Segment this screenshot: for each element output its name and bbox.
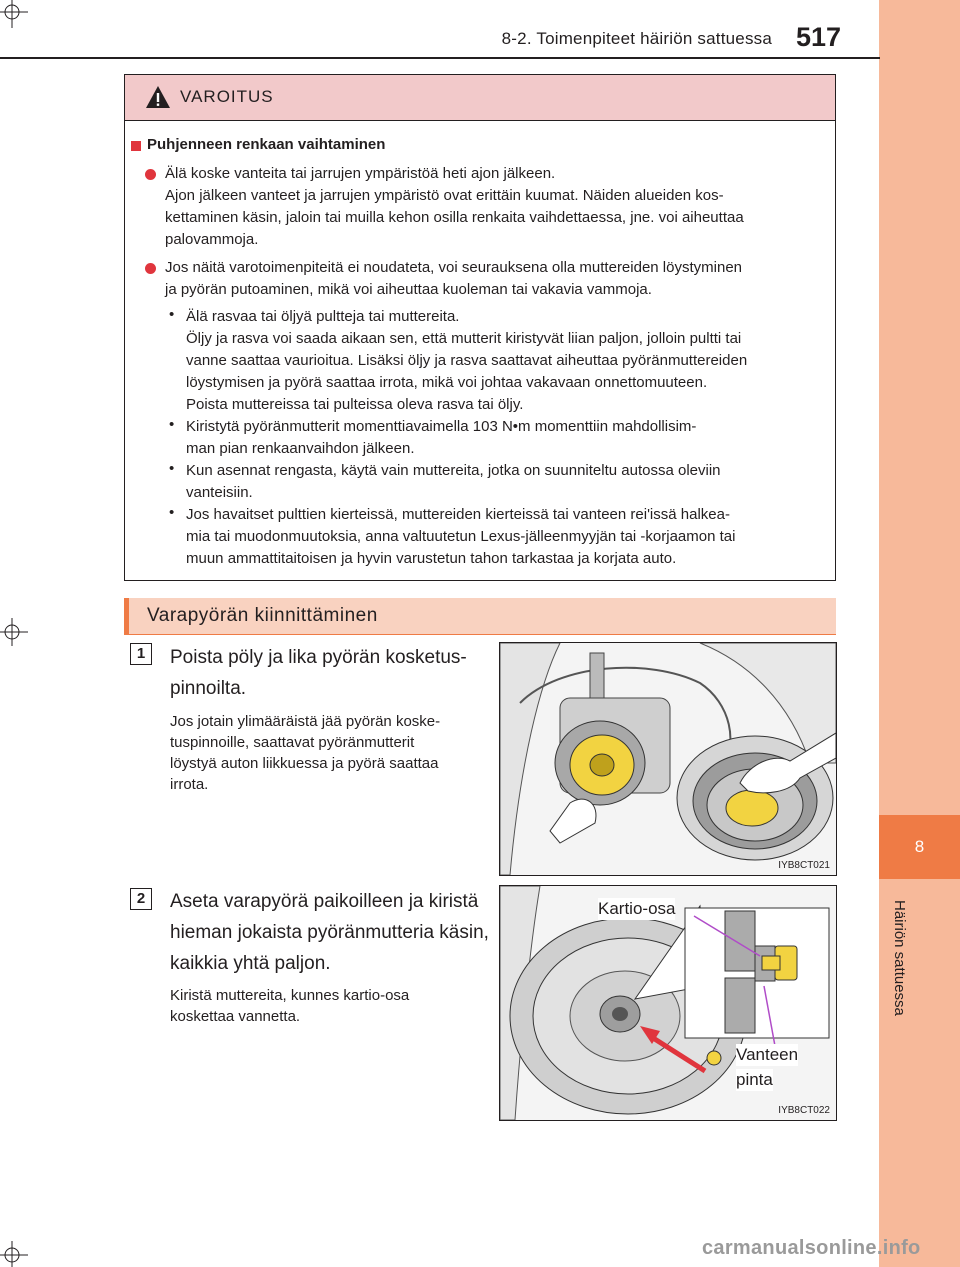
sub-bullet-marker: • <box>169 460 175 477</box>
page-number: 517 <box>796 22 842 52</box>
warning-bullet-1-line-2: Ajon jälkeen vanteet ja jarrujen ympäristö ovat erittäin kuumat. Näiden alueiden kos- <box>165 187 724 204</box>
running-header-title: 8-2. Toimenpiteet häiriön sattuessa <box>501 29 772 48</box>
warning-bullet-1-line-1: Älä koske vanteita tai jarrujen ympäristöä heti ajon jälkeen. <box>165 165 556 182</box>
sub-item-1-line-2: Öljy ja rasva voi saada aikaan sen, että mutterit kiristyvät liian paljon, jolloin pultti tai <box>186 330 742 347</box>
sub-item-1-line-5: Poista muttereissa tai pulteissa oleva rasva tai öljy. <box>186 396 524 413</box>
chapter-number-box: 8 <box>879 815 960 879</box>
chapter-side-tab <box>879 0 960 1267</box>
step-1-line-2: pinnoilta. <box>170 678 247 699</box>
crop-mark-top-left <box>0 0 40 40</box>
chapter-title-vertical: Häiriön sattuessa <box>891 900 908 1016</box>
heading-square-bullet <box>131 141 141 151</box>
callout-kartio-osa: Kartio-osa <box>598 899 676 918</box>
warning-bullet-1-line-3: kettaminen käsin, jaloin tai muilla kehon osilla renkaita vaihdettaessa, jne. voi aiheuttaa <box>165 209 744 226</box>
sub-item-2-line-1: Kiristytä pyöränmutterit momenttiavaimella 103 N•m momenttiin mahdollisim- <box>186 418 697 435</box>
section-heading-text: Varapyörän kiinnittäminen <box>147 605 378 626</box>
sub-item-4-line-1: Jos havaitset pulttien kierteissä, muttereiden kierteissä tai vanteen rei'issä halkea- <box>186 506 730 523</box>
step-1-note-line-2: tuspinnoille, saattavat pyöränmutterit <box>170 734 415 751</box>
sub-bullet-marker: • <box>169 416 175 433</box>
crop-mark-mid-left <box>0 612 40 652</box>
callout-vanteen-line-1: Vanteen <box>736 1045 799 1064</box>
figure-spare-wheel-mounting <box>499 885 837 1121</box>
sub-item-1-line-4: löystymisen ja pyörä saattaa irrota, mikä voi johtaa vakavaan onnettomuuteen. <box>186 374 708 391</box>
step-2-line-3: kaikkia yhtä paljon. <box>170 953 331 974</box>
sub-item-3-line-1: Kun asennat rengasta, käytä vain muttereita, jotka on suunniteltu autossa oleviin <box>186 462 721 479</box>
step-1-note-line-1: Jos jotain ylimääräistä jää pyörän koske- <box>170 713 441 730</box>
sub-item-2-line-2: man pian renkaanvaihdon jälkeen. <box>186 440 415 457</box>
warning-triangle-icon <box>145 85 171 109</box>
header-rule <box>0 57 880 59</box>
figure-1-code: IYB8CT021 <box>778 860 830 871</box>
warning-box <box>124 74 836 581</box>
warning-title: VAROITUS <box>180 87 274 106</box>
step-1-note-line-4: irrota. <box>170 776 209 793</box>
warning-heading: Puhjenneen renkaan vaihtaminen <box>147 136 386 153</box>
step-2-note-line-1: Kiristä muttereita, kunnes kartio-osa <box>170 987 410 1004</box>
watermark: carmanualsonline.info <box>702 1237 921 1259</box>
step-2-line-2: hieman jokaista pyöränmutteria käsin, <box>170 922 489 943</box>
bullet-dot <box>145 169 156 180</box>
step-1-number: 1 <box>130 643 152 665</box>
sub-bullet-marker: • <box>169 306 175 323</box>
step-1-note-line-3: löystyä auton liikkuessa ja pyörä saattaa <box>170 755 439 772</box>
step-2-note-line-2: koskettaa vannetta. <box>170 1008 301 1025</box>
sub-item-3-line-2: vanteisiin. <box>186 484 253 501</box>
sub-bullet-marker: • <box>169 504 175 521</box>
section-heading <box>124 598 836 635</box>
bullet-dot <box>145 263 156 274</box>
spare-wheel-illustration <box>500 886 836 1120</box>
figure-2-code: IYB8CT022 <box>778 1105 830 1116</box>
warning-bullet-1-line-4: palovammoja. <box>165 231 259 248</box>
sub-item-4-line-3: muun ammattitaitoisen ja hyvin varustetun tahon tarkastaa ja korjata auto. <box>186 550 677 567</box>
callout-vanteen-line-2: pinta <box>736 1070 773 1089</box>
step-2-line-1: Aseta varapyörä paikoilleen ja kiristä <box>170 891 479 912</box>
sub-item-1-line-3: vanne saattaa vaurioitua. Lisäksi öljy ja rasva saattavat aiheuttaa pyöränmuttereiden <box>186 352 748 369</box>
step-1-line-1: Poista pöly ja lika pyörän kosketus- <box>170 647 467 668</box>
crop-mark-bottom-left <box>0 1227 40 1267</box>
sub-item-1-line-1: Älä rasvaa tai öljyä pultteja tai muttereita. <box>186 308 460 325</box>
warning-bullet-2-line-1: Jos näitä varotoimenpiteitä ei noudateta, voi seurauksena olla muttereiden löystyminen <box>165 259 743 276</box>
figure-wheel-cleaning <box>499 642 837 876</box>
warning-header <box>125 75 835 121</box>
step-2-number: 2 <box>130 888 152 910</box>
sub-item-4-line-2: mia tai muodonmuutoksia, anna valtuutetun Lexus-jälleenmyyjän tai -korjaamon tai <box>186 528 736 545</box>
warning-bullet-2-line-2: ja pyörän putoaminen, mikä voi aiheuttaa kuoleman tai vakavia vammoja. <box>165 281 652 298</box>
wheel-cleaning-illustration <box>500 643 836 875</box>
